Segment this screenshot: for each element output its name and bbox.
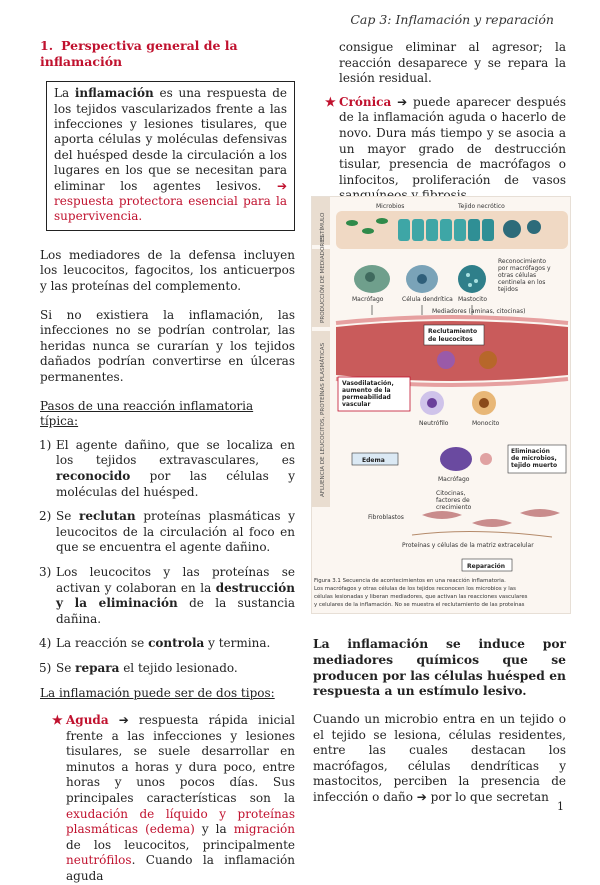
- paragraph-no-inflammation: Si no existiera la inflamación, las infecciones no se podrían controlar, las heridas nunca se curarían y los tejidos dañados podrían convertirse en úlceras permanentes.: [40, 307, 295, 384]
- aguda-red-2: migración: [233, 822, 295, 837]
- label-tejido: Tejido necrótico: [458, 203, 505, 210]
- type-aguda: [40, 713, 295, 885]
- box-pre: La: [54, 86, 75, 101]
- fibroblast-cells: [412, 509, 560, 537]
- label-mediadores: Mediadores (aminas, citocinas): [432, 308, 526, 315]
- step-bold: reclutan: [79, 509, 136, 524]
- figure-caption-line: Figura 3.1 Secuencia de acontecimientos en una reacción inflamatoria.: [314, 578, 506, 584]
- sentinel-cells: [354, 265, 486, 293]
- step-item: [40, 636, 295, 652]
- step-post: por las células y moléculas del huésped.: [56, 468, 295, 499]
- label-edema: Edema: [362, 457, 385, 464]
- aguda-red-3: neutrófilos: [66, 853, 132, 868]
- aguda-name: Aguda: [66, 713, 109, 728]
- label-fibroblastos: Fibroblastos: [368, 514, 404, 521]
- step-number: 1): [39, 437, 52, 452]
- right-column: [313, 40, 566, 204]
- aguda-red-1: exudación de líquido y proteínas plasmáticas (edema): [66, 806, 295, 837]
- monocyte-nucleus: [479, 398, 489, 408]
- aguda-text-1: ➔ respuesta rápida inicial frente a las infecciones y lesiones tisulares, se suele desarrollar en minutos a horas y dura poco, entre horas y unos pocos días. Sus principales características son la: [66, 713, 295, 806]
- star-icon: ★: [325, 94, 336, 109]
- cronica-name: Crónica: [339, 94, 392, 109]
- figure-caption-line: células lesionadas y liberan mediadores, que activan las reacciones vasculares: [314, 594, 528, 600]
- step-post: el tejido lesionado.: [119, 660, 238, 675]
- step-item: [40, 661, 295, 677]
- label-macrofago: Macrófago: [352, 296, 384, 303]
- label-estimulo: ESTÍMULO: [320, 212, 326, 241]
- types-list: [40, 713, 295, 885]
- paragraph-mediators: Los mediadores de la defensa incluyen los leucocitos, fagocitos, los anticuerpos y las proteínas del complemento.: [40, 247, 295, 294]
- label-afluencia: AFLUENCIA DE LEUCOCITOS, PROTEÍNAS PLASMÁTICAS: [320, 342, 326, 497]
- type-cronica: [313, 95, 566, 204]
- types-title: La inflamación puede ser de dos tipos:: [40, 685, 275, 700]
- step-post: y termina.: [204, 636, 271, 651]
- step-bold: controla: [148, 636, 205, 651]
- step-bold: destrucción y la eliminación: [56, 580, 295, 611]
- label-citocinas: Citocinas, factores de crecimiento: [436, 490, 472, 511]
- label-mastocito: Mastocito: [458, 296, 487, 303]
- box-term: inflamación: [74, 86, 154, 101]
- leukocyte-in-vessel: [437, 351, 455, 369]
- phagocytosed-debris: [480, 453, 492, 465]
- step-post: de la sustancia dañina.: [56, 596, 296, 626]
- definition-box: [46, 81, 295, 231]
- box-highlight: respuesta protectora esencial para la supervivencia.: [54, 194, 287, 224]
- label-reparacion: Reparación: [467, 563, 506, 570]
- aguda-text-3: de los leucocitos, principalmente: [66, 837, 295, 852]
- label-macrofago-2: Macrófago: [438, 476, 470, 483]
- label-dendritica: Célula dendrítica: [402, 296, 453, 303]
- neutrophil-nucleus: [427, 398, 437, 408]
- step-pre: Los leucocitos y las proteínas se activan y colaboran en la: [56, 564, 295, 595]
- paragraph-microbe-entry: Cuando un microbio entra en un tejido o el tejido se lesiona, células residentes, entre las cuales destacan los macrófagos, células dendríticas y mastocitos, perciben la presencia de infección o daño ➔ por lo que secretan: [313, 712, 566, 804]
- figure-illustration: [312, 197, 572, 615]
- step-item: [40, 565, 295, 627]
- step-pre: Se: [56, 660, 76, 675]
- chapter-header: Cap 3: Inflamación y reparación: [350, 12, 554, 27]
- label-eliminacion: Eliminación de microbios, tejido muerto: [511, 448, 558, 469]
- step-number: 3): [39, 564, 52, 579]
- section-number: 1.: [40, 38, 54, 53]
- box-arrow: ➔: [276, 178, 287, 193]
- left-column: [40, 38, 295, 885]
- steps-title: Pasos de una reacción inflamatoria típica:: [40, 398, 254, 429]
- label-neutrofilo: Neutrófilo: [419, 420, 449, 427]
- step-pre: El agente dañino, que se localiza en los tejidos extravasculares, es: [56, 437, 295, 468]
- section-title: [40, 38, 295, 69]
- macrophage-cell: [440, 447, 472, 471]
- step-bold: repara: [75, 660, 120, 675]
- step-pre: La reacción se: [56, 636, 149, 651]
- label-vasodilatacion: Vasodilatación, aumento de la permeabilidad vascular: [342, 380, 394, 408]
- figure-caption-line: y celulares de la inflamación. No se muestra el reclutamiento de las proteínas: [314, 602, 525, 608]
- steps-list: [40, 438, 295, 677]
- step-number: 5): [39, 660, 52, 675]
- step-number: 4): [39, 636, 52, 651]
- figure-caption-line: Los macrófagos y otras células de los tejidos reconocen los microbios y las: [314, 586, 516, 592]
- label-proteinas: Proteínas y células de la matriz extracelular: [402, 542, 534, 549]
- label-microbios: Microbios: [376, 203, 405, 210]
- box-text: es una respuesta de los tejidos vascularizados frente a las infecciones y lesiones tisulares, que aporta células y moléculas defensivas del huésped desde la circulación a los lugares en los que se necesitan para eliminar los agentes lesivos.: [54, 86, 288, 193]
- step-item: [40, 438, 295, 500]
- aguda-text-4: . Cuando la inflamación aguda: [66, 853, 295, 884]
- star-icon: ★: [52, 713, 63, 728]
- label-reclutamiento: Reclutamiento de leucocitos: [428, 328, 478, 343]
- step-post: proteínas plasmáticas y leucocitos de la circulación al foco en que se encuentra el agente dañino.: [56, 509, 295, 555]
- bold-statement: La inflamación se induce por mediadores químicos que se producen por las células huésped en respuesta a un estímulo lesivo.: [313, 636, 566, 699]
- page-number: 1: [557, 800, 564, 813]
- aguda-text-2: y la: [194, 822, 234, 837]
- cronica-text: ➔ puede aparecer después de la inflamación aguda o hacerlo de novo. Dura más tiempo y se asocia a un mayor grado de destrucción tisular, presencia de macrófagos o linfocitos, proliferación de vasos: [339, 94, 566, 187]
- step-bold: reconocido: [56, 468, 131, 483]
- label-produccion: PRODUCCIÓN DE MEDIADORES: [320, 235, 326, 323]
- inflammation-figure: [311, 196, 571, 614]
- leukocyte-in-vessel: [479, 351, 497, 369]
- label-monocito: Monocito: [472, 420, 500, 427]
- label-reconocimiento: Reconocimiento por macrófagos y otras células centinela en los tejidos: [498, 258, 551, 293]
- step-pre: Se: [56, 509, 80, 524]
- step-number: 2): [39, 509, 52, 524]
- section-title-text: Perspectiva general de la inflamación: [40, 38, 238, 69]
- aguda-continuation: consigue eliminar al agresor; la reacción desaparece y se repara la lesión residual.: [339, 40, 566, 86]
- step-item: [40, 509, 295, 556]
